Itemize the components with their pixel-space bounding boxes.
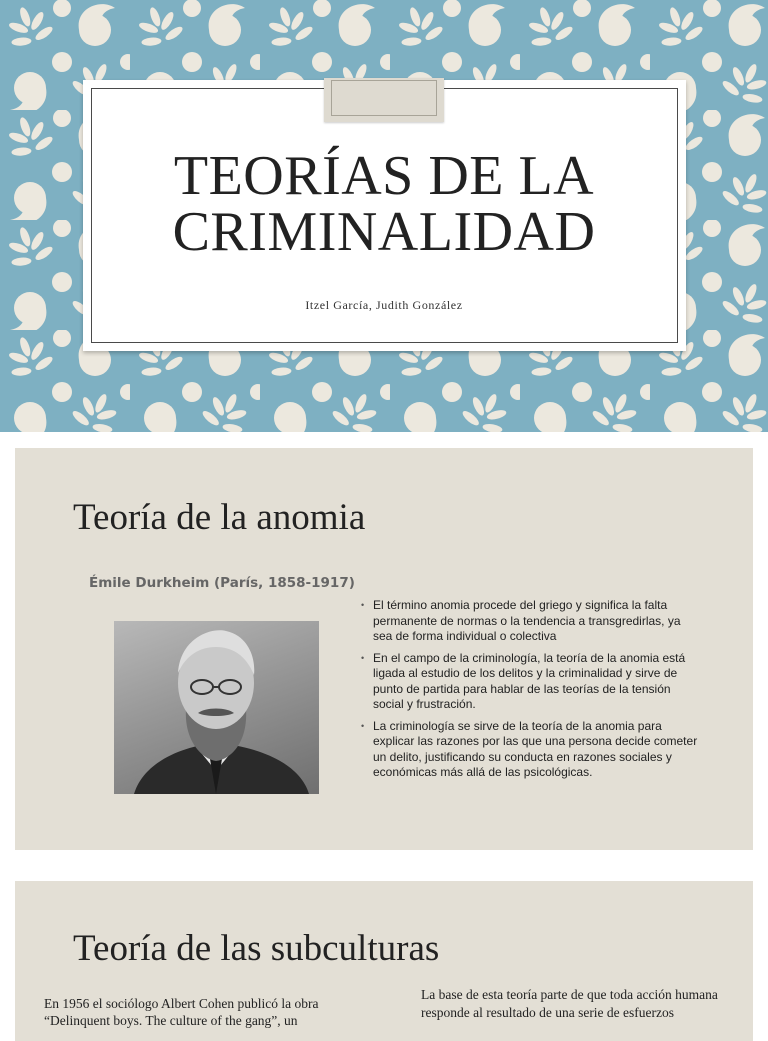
title-card-tab	[324, 78, 444, 122]
list-item: • El término anomia procede del griego y significa la falta permanente de normas o la tendencia a transgredirlas, ya sea de forma individual o colectiva	[361, 598, 681, 643]
bullet-icon: •	[361, 652, 365, 663]
slide-title-anomia: Teoría de la anomia	[73, 497, 366, 538]
bullet-icon: •	[361, 600, 365, 610]
list-item: • La criminología se sirve de la teoría de la anomia para explicar las razones por las que una persona decide cometer un delito, justificando su conducta en razones sociales y económicas más allá de las psicológicas.	[361, 718, 698, 779]
anomia-bullet-list	[358, 598, 703, 787]
durkheim-portrait-photo	[114, 621, 319, 794]
list-item: • En el campo de la criminología, la teoría de la anomia está ligada al estudio de los delitos y la criminalidad y sirve de punto de partida para hablar de las teorías de la tensión social y frustración.	[361, 650, 686, 711]
subculturas-slide	[15, 881, 753, 1041]
right-paragraph: La base de esta teoría parte de que toda acción humana responde al resultado de una serie de esfuerzos	[421, 987, 718, 1020]
presentation-title	[0, 145, 768, 263]
portrait-caption: Émile Durkheim (París, 1858-1917)	[89, 575, 355, 591]
slide-title-subculturas: Teoría de las subculturas	[73, 928, 440, 969]
anomia-slide	[15, 448, 753, 850]
title-line-2: CRIMINALIDAD	[172, 201, 596, 263]
authors: Itzel García, Judith González	[305, 298, 463, 312]
title-slide	[0, 0, 768, 432]
portrait-icon	[114, 621, 319, 794]
bullet-icon: •	[361, 720, 365, 731]
title-line-1: TEORÍAS DE LA	[173, 145, 595, 207]
left-paragraph: En 1956 el sociólogo Albert Cohen publicó la obra “Delinquent boys. The culture of the gang”, un	[44, 996, 319, 1028]
